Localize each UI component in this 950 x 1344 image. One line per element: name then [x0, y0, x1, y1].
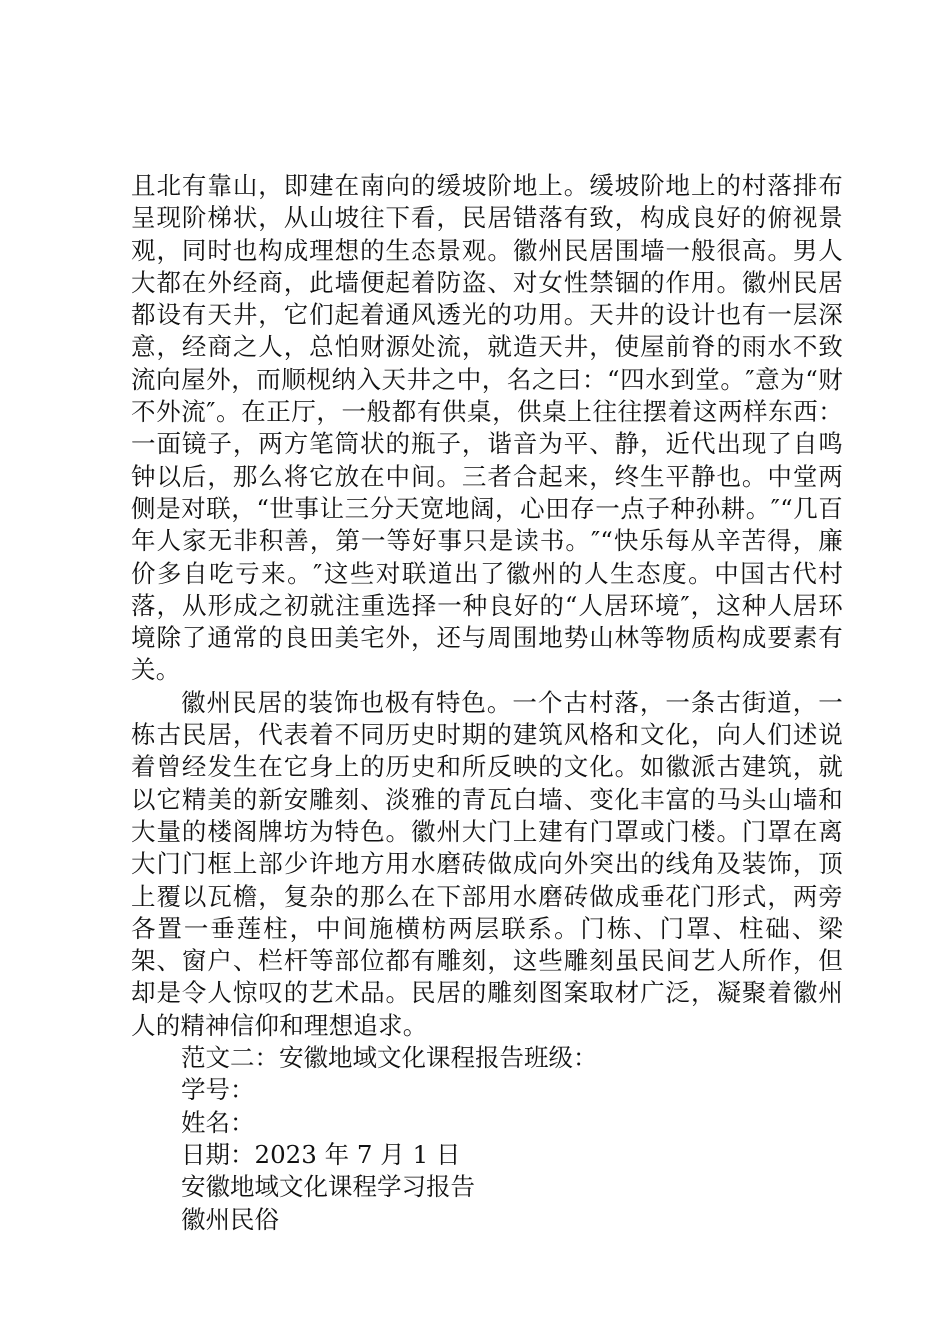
body-paragraph-2: 徽州民居的装饰也极有特色。一个古村落，一条古街道，一栋古民居，代表着不同历史时期的建筑风格和文化，向人们述说着曾经发生在它身上的历史和所反映的文化。如徽派古建筑，就以它精美的新安雕刻、淡雅的青瓦白墙、变化丰富的马头山墙和大量的楼阁牌坊为特色。徽州大门上建有门罩或门楼。门罩在离大门门框上部少许地方用水磨砖做成向外突出的线角及装饰，顶上覆以瓦檐，复杂的那么在下部用水磨砖做成垂花门形式，两旁各置一垂莲柱，中间施横枋两层联系。门栋、门罩、柱础、梁架、窗户、栏杆等部位都有雕刻，这些雕刻虽民间艺人所作，但却是令人惊叹的艺术品。民居的雕刻图案取材广泛，凝聚着徽州人的精神信仰和理想追求。 [131, 687, 843, 1040]
student-number-line: 学号： [181, 1075, 255, 1105]
report-topic: 徽州民俗 [181, 1204, 279, 1234]
document-body [131, 170, 843, 1236]
example-heading: 范文二：安徽地域文化课程报告班级： [181, 1043, 598, 1073]
date-line: 日期：2023 年 7 月 1 日 [181, 1139, 461, 1169]
body-paragraph-1: 且北有靠山，即建在南向的缓坡阶地上。缓坡阶地上的村落排布呈现阶梯状，从山坡往下看，民居错落有致，构成良好的俯视景观，同时也构成理想的生态景观。徽州民居围墙一般很高。男人大都在外经商，此墙便起着防盗、对女性禁锢的作用。徽州民居都设有天井，它们起着通风透光的功用。天井的设计也有一层深意，经商之人，总怕财源处流，就造天井，使屋前脊的雨水不致流向屋外，而顺枧纳入天井之中，名之曰：“四水到堂。″意为“财不外流″。在正厅，一般都有供桌，供桌上往往摆着这两样东西：一面镜子，两方笔筒状的瓶子，谐音为平、静，近代出现了自鸣钟以后，那么将它放在中间。三者合起来，终生平静也。中堂两侧是对联，“世事让三分天宽地阔，心田存一点子种孙耕。″“几百年人家无非积善，第一等好事只是读书。″“快乐每从辛苦得，廉价多自吃亏来。″这些对联道出了徽州的人生态度。中国古代村落，从形成之初就注重选择一种良好的“人居环境″，这种人居环境除了通常的良田美宅外，还与周围地势山林等物质构成要素有关。 [131, 171, 843, 685]
name-line: 姓名： [181, 1107, 255, 1137]
report-title: 安徽地域文化课程学习报告 [181, 1172, 475, 1202]
